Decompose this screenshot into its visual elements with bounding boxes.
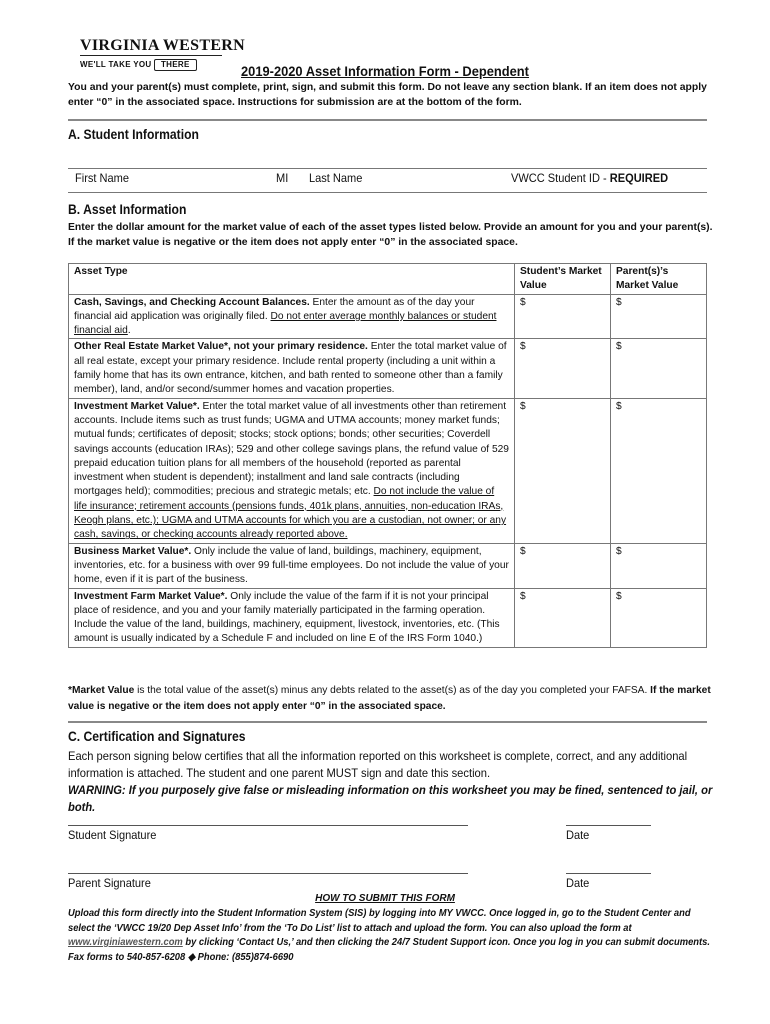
asset-note: Do not include the value of life insurance; retirement accounts (pensions funds, 401k plans, annuities, non-education IRAs, Keogh plans, etc.); UGMA and UTMA accounts for which you are a custodian, not owner; or any cash, savings, or checking accounts already reported above. [74, 486, 507, 541]
parent-amount-field[interactable]: $ [611, 543, 707, 588]
asset-name: Cash, Savings, and Checking Account Balances. [74, 296, 310, 308]
divider [68, 721, 707, 723]
student-amount-field[interactable]: $ [515, 294, 611, 339]
market-value-footnote [68, 683, 718, 714]
asset-text: Only include the value of the farm if it is not your principal place of residence, and you and your family materially participated in the farming operation. Include the value of the land, buildings, machinery, equipment, livestock, inventories, etc. (This amount is usually indicated by a Schedule F and included on line E of the IRS Form 1040.) [74, 590, 500, 645]
parent-signature-label: Parent Signature [68, 876, 151, 890]
table-row [69, 543, 707, 588]
asset-description [69, 398, 515, 543]
how-to-submit-text [68, 907, 712, 965]
how-to-submit-heading: HOW TO SUBMIT THIS FORM [315, 893, 455, 904]
table-row [69, 294, 707, 339]
parent-amount-field[interactable]: $ [611, 588, 707, 647]
student-date-line[interactable] [566, 825, 651, 826]
last-name-label: Last Name [309, 171, 363, 185]
footnote-text: is the total value of the asset(s) minus any debts related to the asset(s) as of the day you completed your FAFSA. [134, 685, 651, 696]
asset-table [68, 263, 707, 648]
asset-name: Other Real Estate Market Value*, not your primary residence. [74, 341, 368, 353]
student-amount-field[interactable]: $ [515, 588, 611, 647]
student-signature-label: Student Signature [68, 828, 157, 842]
section-a-heading: A. Student Information [68, 127, 199, 142]
asset-tail: . [127, 325, 131, 337]
parent-signature-line[interactable] [68, 873, 468, 874]
website-link[interactable]: www.virginiawestern.com [68, 937, 183, 948]
student-id-label [511, 171, 668, 185]
footnote-term: *Market Value [68, 685, 135, 696]
col-parent-value: Parent(s)’s Market Value [611, 264, 707, 295]
parent-date-line[interactable] [566, 873, 651, 874]
asset-name: Investment Farm Market Value*. [74, 590, 228, 602]
first-name-label: First Name [75, 171, 129, 185]
logo-tagline-box: THERE [154, 59, 197, 71]
logo-tagline-text: WE'LL TAKE YOU [80, 60, 152, 69]
asset-description [69, 339, 515, 398]
parent-date-label: Date [566, 876, 590, 890]
submit-instructions: Upload this form directly into the Student Information System (SIS) by logging into MY VWCC. Once logged in, go to the Student Center and select the ‘VWCC 19/20 Dep Asset Info’ from the ‘To Do List’ list to attach and upload the form. You can also upload the form at [68, 908, 691, 934]
fax-phone: Fax forms to 540-857-6208 ◆ Phone: (855)874-6690 [68, 951, 294, 963]
student-id-required: REQUIRED [609, 171, 669, 185]
student-date-label: Date [566, 828, 590, 842]
asset-name: Investment Market Value*. [74, 400, 200, 412]
form-title: 2019-2020 Asset Information Form - Dependent [241, 63, 529, 79]
asset-text: Enter the amount as of the day your financial aid application was originally filed. [74, 296, 475, 322]
asset-table-header [69, 264, 707, 295]
student-signature-line[interactable] [68, 825, 468, 826]
certification-text [68, 748, 718, 816]
footnote-note: If the market value is negative or the item does not apply enter “0” in the associated space. [68, 685, 711, 712]
parent-amount-field[interactable]: $ [611, 398, 707, 543]
asset-text: Enter the total market value of all real estate, except your primary residence. Include rental property (including a unit within a family home that has its own entrance, kitchen, and bath rented to someone other than a family member), land, and/or second/summer homes and vacation properties. [74, 341, 507, 396]
submit-instructions-2: by clicking ‘Contact Us,’ and then clicking the 24/7 Student Support icon. Once you log in you can submit documents. [182, 937, 710, 948]
asset-description [69, 588, 515, 647]
table-row [69, 588, 707, 647]
asset-text: Only include the value of land, buildings, machinery, equipment, inventories, etc. for a business with over 99 full-time employees. Do not include the value of your home, even if it is part of the business. [74, 545, 509, 586]
parent-amount-field[interactable]: $ [611, 294, 707, 339]
asset-name: Business Market Value*. [74, 545, 192, 557]
asset-description [69, 543, 515, 588]
table-row [69, 398, 707, 543]
student-id-text: VWCC Student ID - [511, 171, 610, 185]
parent-amount-field[interactable]: $ [611, 339, 707, 398]
section-c-heading: C. Certification and Signatures [68, 729, 246, 744]
asset-text: Enter the total market value of all investments other than retirement accounts. Include items such as trust funds; UGMA and UTMA accounts; money market funds; mutual funds; certificates of deposit; stocks; stock options; bonds; other securities; Coverdell savings accounts (education IRAs); 529 and other college savings plans, the refund value of 529 prepaid education tuition plans for all members of the household (reported as parental investment when student is dependent); installment and land sale contracts (including mortgages held); commodities; precious and strategic metals; etc. [74, 400, 509, 498]
divider [68, 192, 707, 193]
intro-instructions: You and your parent(s) must complete, print, sign, and submit this form. Do not leave any section blank. If an item does not apply enter “0” in the associated space. Instructions for submission are at the bottom of the form. [68, 82, 707, 108]
divider [68, 119, 707, 121]
student-amount-field[interactable]: $ [515, 339, 611, 398]
student-amount-field[interactable]: $ [515, 543, 611, 588]
asset-description [69, 294, 515, 339]
col-student-value: Student’s Market Value [515, 264, 611, 295]
warning-statement: WARNING: If you purposely give false or misleading information on this worksheet you may be fined, sentenced to jail, or both. [68, 783, 713, 814]
section-b-description: Enter the dollar amount for the market value of each of the asset types listed below. Provide an amount for you and your parent(s). If the market value is negative or the item does not apply enter “0” in the associated space. [68, 222, 713, 248]
col-asset-type: Asset Type [69, 264, 515, 295]
logo-rule [80, 55, 222, 56]
table-row [69, 339, 707, 398]
student-info-line [68, 168, 707, 169]
section-b-heading: B. Asset Information [68, 202, 187, 217]
certification-statement: Each person signing below certifies that all the information reported on this worksheet is complete, correct, and any additional information is attached. The student and one parent MUST sign and date this section. [68, 749, 688, 780]
mi-label: MI [276, 171, 289, 185]
student-amount-field[interactable]: $ [515, 398, 611, 543]
asset-note: Do not enter average monthly balances or student financial aid [74, 310, 497, 337]
college-logo-name: VIRGINIA WESTERN [80, 37, 245, 54]
